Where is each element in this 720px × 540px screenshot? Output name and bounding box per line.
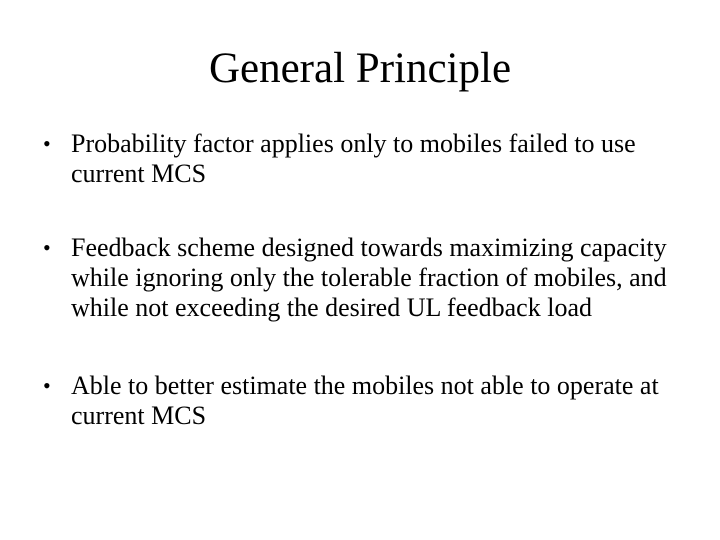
bullet-text: Feedback scheme designed towards maximizing capacity while ignoring only the tolerable fraction of mobiles, and while not exceeding the desired UL feedback load [71, 233, 667, 322]
bullet-item [43, 233, 683, 323]
bullet-list [43, 129, 683, 431]
bullet-dot-icon: • [43, 131, 51, 156]
bullet-item [43, 129, 683, 189]
bullet-text: Probability factor applies only to mobiles failed to use current MCS [71, 129, 636, 188]
bullet-item [43, 371, 683, 431]
slide-title: General Principle [208, 45, 512, 92]
bullet-dot-icon: • [43, 373, 51, 398]
bullet-text: Able to better estimate the mobiles not able to operate at current MCS [71, 371, 659, 430]
bullet-dot-icon: • [43, 235, 51, 260]
